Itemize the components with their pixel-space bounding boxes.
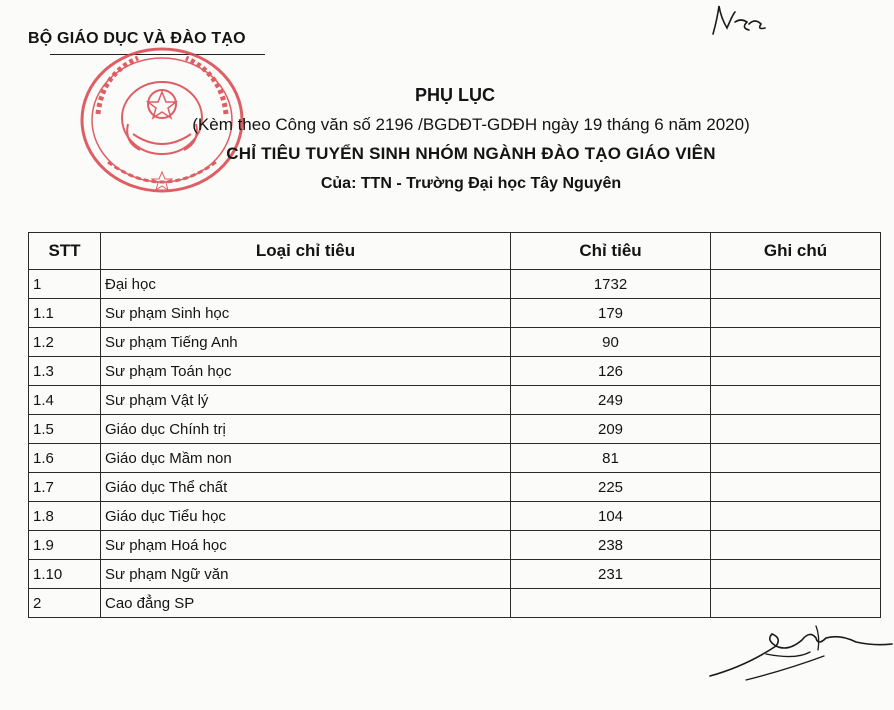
row-note — [711, 473, 881, 502]
row-category: Sư phạm Hoá học — [101, 531, 511, 560]
row-quota: 231 — [511, 560, 711, 589]
row-stt: 1.2 — [29, 328, 101, 357]
row-stt: 1.8 — [29, 502, 101, 531]
row-quota — [511, 589, 711, 618]
row-stt: 1.1 — [29, 299, 101, 328]
table-row — [29, 270, 881, 299]
row-quota: 126 — [511, 357, 711, 386]
row-stt: 1.9 — [29, 531, 101, 560]
row-quota: 179 — [511, 299, 711, 328]
table-row — [29, 560, 881, 589]
row-stt: 1.7 — [29, 473, 101, 502]
row-category: Giáo dục Mầm non — [101, 444, 511, 473]
document-title: CHỈ TIÊU TUYỂN SINH NHÓM NGÀNH ĐÀO TẠO GIÁO VIÊN — [226, 144, 716, 163]
row-quota: 225 — [511, 473, 711, 502]
row-category: Đại học — [101, 270, 511, 299]
row-stt: 1.3 — [29, 357, 101, 386]
row-note — [711, 415, 881, 444]
row-quota: 104 — [511, 502, 711, 531]
row-quota: 81 — [511, 444, 711, 473]
row-category: Giáo dục Tiểu học — [101, 502, 511, 531]
row-quota: 1732 — [511, 270, 711, 299]
page-title: PHỤ LỤC — [415, 85, 495, 105]
row-stt: 1.4 — [29, 386, 101, 415]
table-row — [29, 415, 881, 444]
column-header-stt: STT — [29, 233, 101, 270]
row-quota: 209 — [511, 415, 711, 444]
row-category: Sư phạm Vật lý — [101, 386, 511, 415]
row-note — [711, 531, 881, 560]
row-stt: 1.10 — [29, 560, 101, 589]
row-note — [711, 502, 881, 531]
row-category: Sư phạm Toán học — [101, 357, 511, 386]
row-note — [711, 444, 881, 473]
column-header-category: Loại chỉ tiêu — [101, 233, 511, 270]
row-stt: 1.6 — [29, 444, 101, 473]
column-header-quota: Chỉ tiêu — [511, 233, 711, 270]
row-stt: 2 — [29, 589, 101, 618]
row-note — [711, 560, 881, 589]
quota-table — [28, 232, 881, 618]
row-category: Cao đẳng SP — [101, 589, 511, 618]
row-note — [711, 299, 881, 328]
table-row — [29, 589, 881, 618]
table-row — [29, 386, 881, 415]
row-category: Sư phạm Ngữ văn — [101, 560, 511, 589]
row-category: Giáo dục Chính trị — [101, 415, 511, 444]
table-row — [29, 502, 881, 531]
table-header-row — [29, 233, 881, 270]
table-row — [29, 357, 881, 386]
row-quota: 249 — [511, 386, 711, 415]
ministry-name: BỘ GIÁO DỤC VÀ ĐÀO TẠO — [28, 30, 246, 47]
row-quota: 90 — [511, 328, 711, 357]
school-name: Của: TTN - Trường Đại học Tây Nguyên — [320, 175, 622, 192]
column-header-note: Ghi chú — [711, 233, 881, 270]
table-row — [29, 444, 881, 473]
row-note — [711, 589, 881, 618]
row-stt: 1.5 — [29, 415, 101, 444]
row-quota: 238 — [511, 531, 711, 560]
table-row — [29, 299, 881, 328]
row-category: Sư phạm Tiếng Anh — [101, 328, 511, 357]
row-category: Giáo dục Thể chất — [101, 473, 511, 502]
table-row — [29, 328, 881, 357]
document-reference: (Kèm theo Công văn số 2196 /BGDĐT-GDĐH ngày 19 tháng 6 năm 2020) — [192, 115, 750, 134]
initials-mark — [705, 0, 775, 40]
row-note — [711, 386, 881, 415]
row-stt: 1 — [29, 270, 101, 299]
table-row — [29, 531, 881, 560]
table-row — [29, 473, 881, 502]
row-note — [711, 357, 881, 386]
row-note — [711, 328, 881, 357]
row-category: Sư phạm Sinh học — [101, 299, 511, 328]
row-note — [711, 270, 881, 299]
handwritten-signature — [706, 616, 894, 696]
